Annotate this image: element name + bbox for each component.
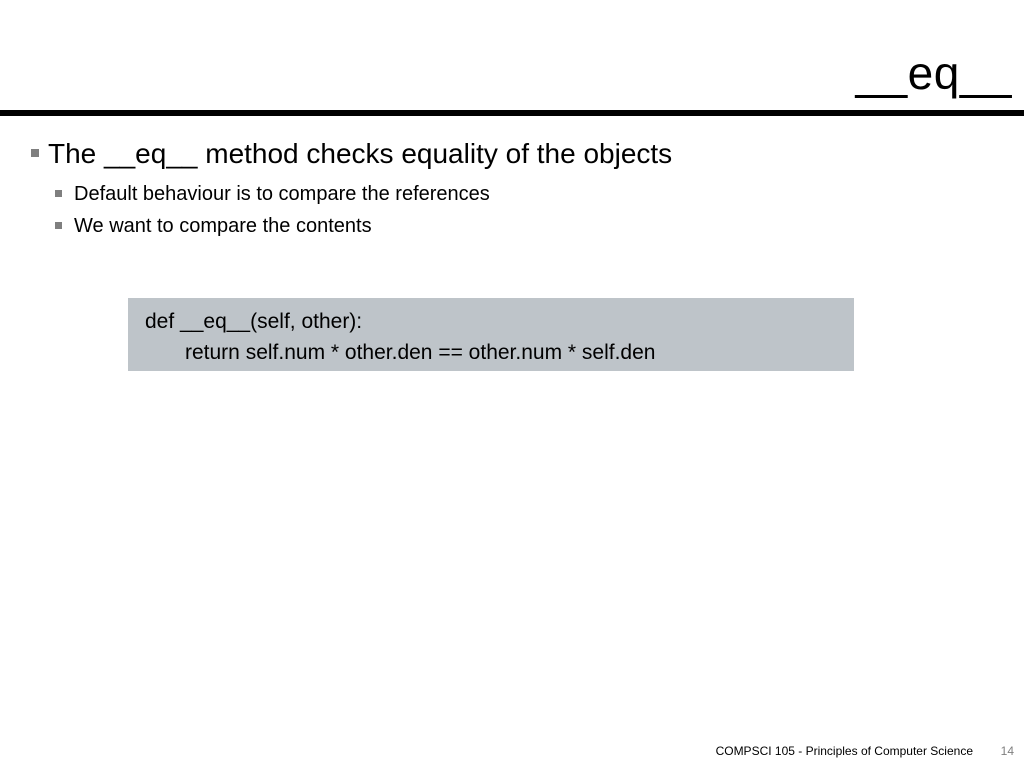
bullet-list (28, 136, 672, 240)
code-line: return self.num * other.den == other.num * self.den (185, 341, 656, 364)
bullet-item (28, 136, 672, 172)
sub-bullet-item (28, 180, 672, 208)
code-line: def __eq__(self, other): (145, 310, 363, 333)
square-bullet-icon (31, 149, 39, 157)
square-bullet-icon (55, 190, 62, 197)
sub-bullet-item (28, 212, 672, 240)
bullet-text: The __eq__ method checks equality of the objects (48, 138, 673, 169)
sub-bullet-text: We want to compare the contents (74, 215, 372, 237)
page-number: 14 (1000, 744, 1014, 758)
slide-title: __eq__ (855, 47, 1012, 99)
title-underline (0, 110, 1024, 116)
footer-text: COMPSCI 105 - Principles of Computer Science (715, 744, 973, 758)
code-block (128, 298, 854, 371)
sub-bullet-text: Default behaviour is to compare the references (74, 183, 490, 205)
square-bullet-icon (55, 222, 62, 229)
